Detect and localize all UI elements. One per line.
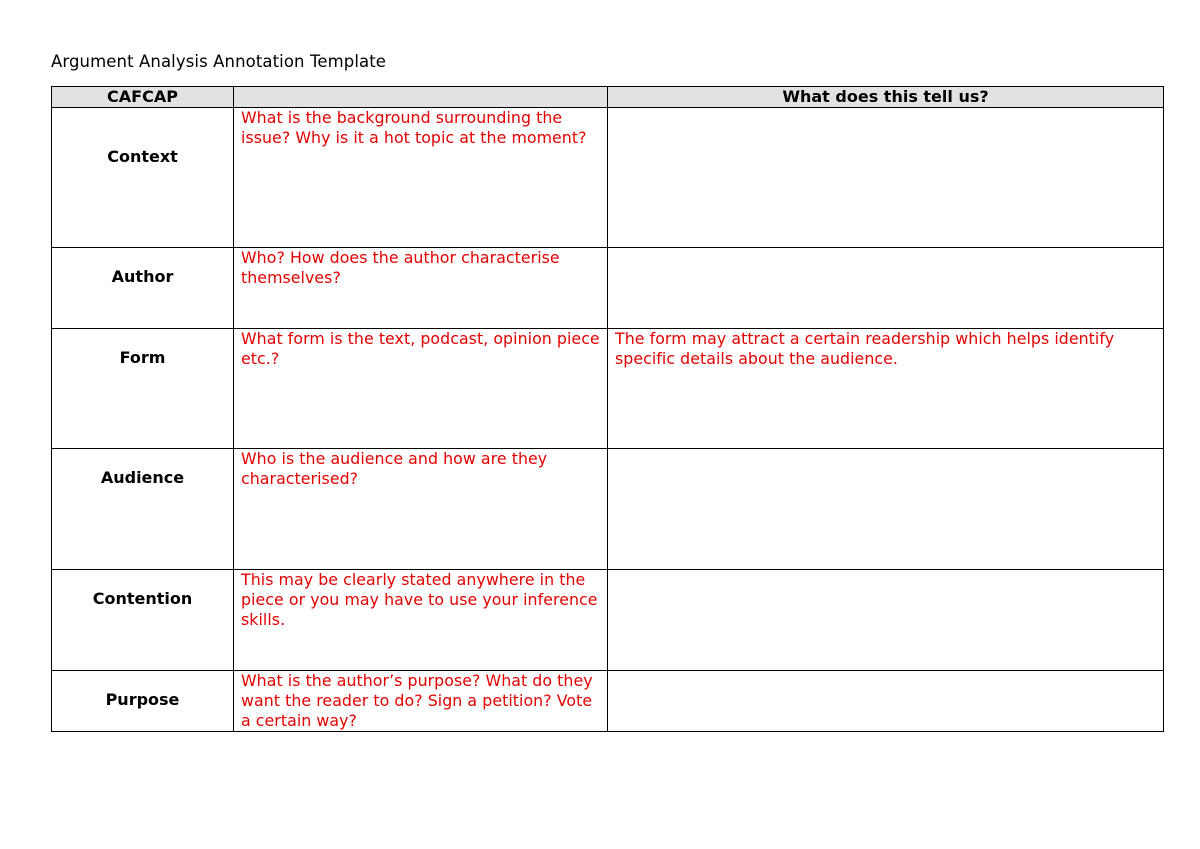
row-label-audience xyxy=(52,449,234,570)
note-cell-contention[interactable] xyxy=(608,570,1164,671)
header-prompt xyxy=(234,87,608,108)
row-label-text: Author xyxy=(111,267,174,286)
table-row-form xyxy=(52,329,1164,449)
prompt-cell-author: Who? How does the author characterise themselves? xyxy=(234,248,608,329)
table-row-purpose xyxy=(52,671,1164,732)
row-label-purpose xyxy=(52,671,234,732)
row-label-context xyxy=(52,108,234,248)
row-label-text: Audience xyxy=(100,468,185,487)
prompt-cell-purpose: What is the author’s purpose? What do they want the reader to do? Sign a petition? Vote a certain way? xyxy=(234,671,608,732)
note-cell-context[interactable] xyxy=(608,108,1164,248)
row-label-text: Context xyxy=(107,147,178,166)
cafcap-table xyxy=(51,86,1164,732)
note-cell-form[interactable]: The form may attract a certain readership which helps identify specific details about the audience. xyxy=(608,329,1164,449)
row-label-text: Purpose xyxy=(105,690,180,709)
header-cafcap: CAFCAP xyxy=(52,87,234,108)
table-row-audience xyxy=(52,449,1164,570)
document-title: Argument Analysis Annotation Template xyxy=(51,52,387,71)
row-label-text: Contention xyxy=(92,589,193,608)
header-row xyxy=(52,87,1164,108)
prompt-cell-contention: This may be clearly stated anywhere in the piece or you may have to use your inference skills. xyxy=(234,570,608,671)
row-label-author xyxy=(52,248,234,329)
row-label-form xyxy=(52,329,234,449)
table-row-author xyxy=(52,248,1164,329)
header-what-does-this-tell-us: What does this tell us? xyxy=(608,87,1164,108)
note-cell-purpose[interactable] xyxy=(608,671,1164,732)
table-row-context xyxy=(52,108,1164,248)
table-row-contention xyxy=(52,570,1164,671)
row-label-text: Form xyxy=(119,348,166,367)
note-cell-author[interactable] xyxy=(608,248,1164,329)
prompt-cell-context: What is the background surrounding the issue? Why is it a hot topic at the moment? xyxy=(234,108,608,248)
row-label-contention xyxy=(52,570,234,671)
prompt-cell-form: What form is the text, podcast, opinion piece etc.? xyxy=(234,329,608,449)
prompt-cell-audience: Who is the audience and how are they characterised? xyxy=(234,449,608,570)
note-cell-audience[interactable] xyxy=(608,449,1164,570)
